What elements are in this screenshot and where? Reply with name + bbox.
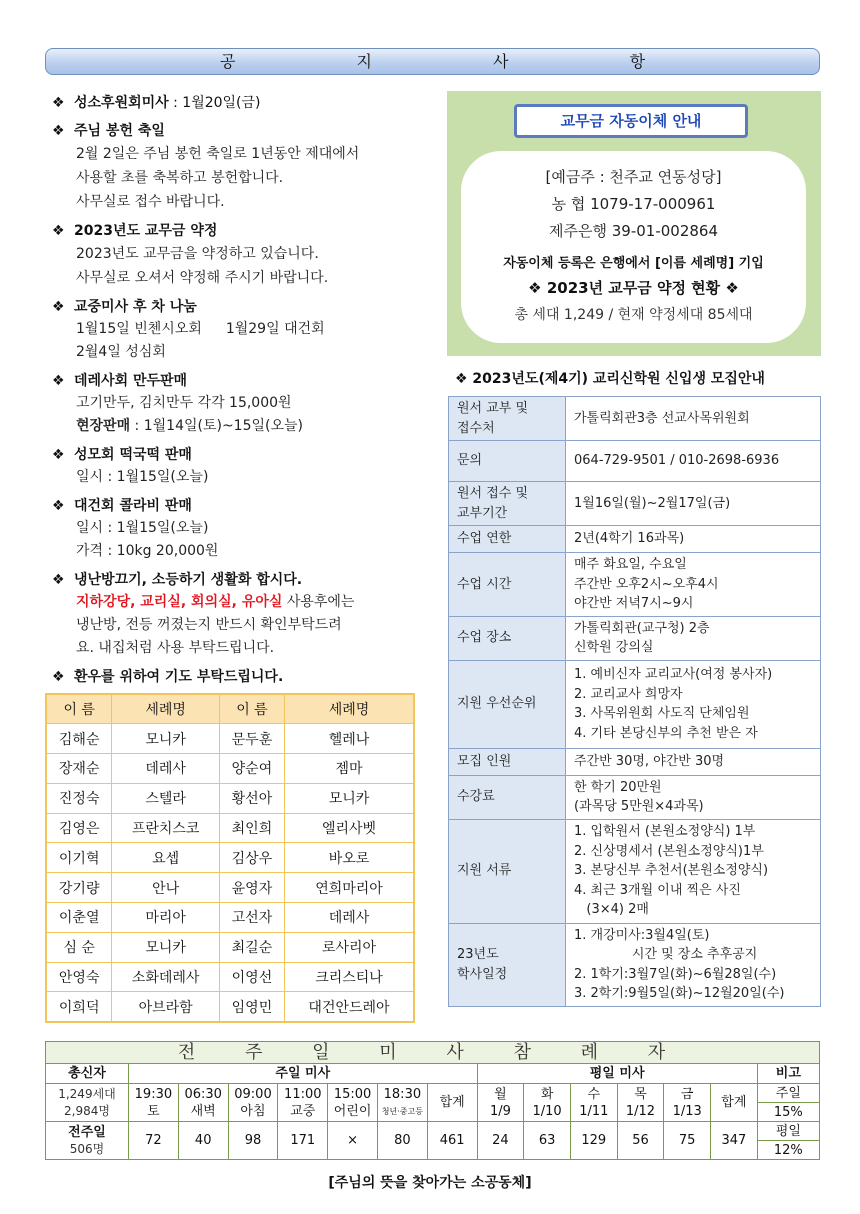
- bullet-icon: ❖: [52, 498, 65, 514]
- notice-line: 사무실로 접수 바랍니다.: [76, 194, 225, 210]
- baptismal-name: 데레사: [112, 754, 219, 784]
- bank-account: 농 협 1079-17-000961: [551, 195, 716, 213]
- person-name: 강기량: [46, 873, 112, 903]
- notice-line: 2월4일 성심회: [76, 344, 166, 360]
- sunday-total: 461: [427, 1122, 477, 1160]
- notice-title: 대건회 콜라비 판매: [74, 498, 192, 514]
- baptismal-name: 모니카: [112, 724, 219, 754]
- bullet-icon: ❖: [52, 572, 65, 588]
- member-count: [46, 1084, 129, 1122]
- notice-item: [52, 569, 427, 660]
- baptismal-name: 모니카: [112, 932, 219, 962]
- table-row: [449, 660, 821, 748]
- baptismal-name: 젬마: [285, 754, 414, 784]
- person-name: 이영선: [219, 962, 284, 992]
- notice-inline: : 1월20일(금): [168, 95, 261, 111]
- notice-title: 주님 봉헌 축일: [74, 123, 165, 139]
- person-name: 장재순: [46, 754, 112, 784]
- note-sunday-pct: 15%: [757, 1103, 819, 1122]
- field-value: 1. 입학원서 (본원소정양식) 1부 2. 신상명세서 (본원소정양식)1부 3. 본당신부 추천서(본원소정양식) 4. 최근 3개월 이내 찍은 사진 (3×4) 2매: [566, 819, 821, 923]
- field-value: 가톨릭회관(교구청) 2층 신학원 강의실: [566, 616, 821, 660]
- notice-title: 교중미사 후 차 나눔: [74, 299, 197, 315]
- table-row: [46, 962, 414, 992]
- table-row: [449, 526, 821, 553]
- baptismal-name: 로사리아: [285, 932, 414, 962]
- notice-item: [52, 495, 427, 563]
- weekday-slot: 화 1/10: [524, 1084, 571, 1122]
- register-instruction: 자동이체 등록은 은행에서 [이름 세례명] 기입: [503, 256, 764, 271]
- field-label: 원서 교부 및 접수처: [449, 397, 566, 441]
- baptismal-name: 안나: [112, 873, 219, 903]
- notice-line: 일시 : 1월15일(오늘): [76, 469, 209, 485]
- field-label: 지원 우선순위: [449, 660, 566, 748]
- weekday-value: 56: [617, 1122, 664, 1160]
- notice-line: 요. 내집처럼 사용 부탁드립니다.: [76, 640, 275, 656]
- column-header: 이 름: [46, 694, 112, 724]
- table-header-row: [46, 694, 414, 724]
- table-row: [46, 932, 414, 962]
- field-value: 1. 예비신자 교리교사(여정 봉사자) 2. 교리교사 희망자 3. 사목위원회 사도직 단체임원 4. 기타 본당신부의 추천 받은 자: [566, 660, 821, 748]
- baptismal-name: 요셉: [112, 843, 219, 873]
- mass-slot: 06:30 새벽: [178, 1084, 228, 1122]
- bullet-icon: ❖: [52, 95, 65, 111]
- field-label: 문의: [449, 441, 566, 482]
- person-name: 김해순: [46, 724, 112, 754]
- baptismal-name: 연희마리아: [285, 873, 414, 903]
- bullet-icon: ❖: [52, 299, 65, 315]
- baptismal-name: 데레사: [285, 903, 414, 933]
- table-row: [46, 992, 414, 1022]
- person-name: 양순여: [219, 754, 284, 784]
- transfer-box: [447, 91, 821, 356]
- bullet-icon: ❖: [52, 123, 65, 139]
- field-value: 2년(4학기 16과목): [566, 526, 821, 553]
- person-name: 최인희: [219, 813, 284, 843]
- table-row: [449, 441, 821, 482]
- weekday-slot: 월 1/9: [477, 1084, 524, 1122]
- notice-line: 일시 : 1월15일(오늘): [76, 520, 209, 536]
- baptismal-name: 엘리사벳: [285, 813, 414, 843]
- note-sunday: 주일: [757, 1084, 819, 1103]
- weekday-value: 75: [664, 1122, 711, 1160]
- notice-item: [52, 370, 427, 438]
- sunday-value: 40: [178, 1122, 228, 1160]
- weekday-mass-label: 평일 미사: [477, 1064, 757, 1084]
- table-row: [449, 748, 821, 775]
- table-row: [449, 397, 821, 441]
- total-label: 총신자: [46, 1064, 129, 1084]
- persons: 2,984명: [64, 1103, 110, 1118]
- note-weekday: 평일: [757, 1122, 819, 1141]
- notice-title: 데레사회 만두판매: [74, 373, 188, 389]
- table-row: [46, 754, 414, 784]
- weekday-value: 63: [524, 1122, 571, 1160]
- field-label: 모집 인원: [449, 748, 566, 775]
- pledge-title: ❖ 2023년 교무금 약정 현황 ❖: [528, 279, 739, 297]
- attendance-header-row: [46, 1064, 820, 1084]
- field-label: 수업 연한: [449, 526, 566, 553]
- notice-line: 냉난방, 전등 꺼졌는지 반드시 확인부탁드려: [76, 617, 342, 633]
- account-panel: [461, 151, 806, 343]
- mass-slot: 09:00 아침: [228, 1084, 278, 1122]
- table-row: [449, 553, 821, 617]
- bullet-icon: ❖: [52, 669, 65, 685]
- sunday-value: 72: [129, 1122, 179, 1160]
- person-name: 이기혁: [46, 843, 112, 873]
- mass-slot: 18:30 청년·중고등: [377, 1084, 427, 1122]
- notice-line: 2023년도 교무금을 약정하고 있습니다.: [76, 246, 319, 262]
- person-name: 최길순: [219, 932, 284, 962]
- notices-list: [52, 92, 427, 694]
- notice-line: 사용할 초를 축복하고 봉헌합니다.: [76, 170, 284, 186]
- attendance-subheader-row: [46, 1084, 820, 1103]
- note-label: 비고: [757, 1064, 819, 1084]
- notice-line: 사무실로 오셔서 약정해 주시기 바랍니다.: [76, 270, 329, 286]
- previous-week: 전주일 506명: [46, 1122, 129, 1160]
- weekday-total: 347: [711, 1122, 758, 1160]
- attendance-title-row: [46, 1042, 820, 1064]
- baptismal-name: 마리아: [112, 903, 219, 933]
- households: 1,249세대: [58, 1086, 116, 1101]
- notice-title: 2023년도 교무금 약정: [74, 223, 218, 239]
- room-list: 지하강당, 교리실, 회의실, 유아실: [76, 594, 283, 610]
- table-row: [449, 923, 821, 1006]
- footer-motto: [주님의 뜻을 찾아가는 소공동체]: [328, 1175, 532, 1191]
- table-row: [449, 775, 821, 819]
- attendance-table: [45, 1041, 820, 1160]
- person-name: 윤영자: [219, 873, 284, 903]
- sunday-value: 171: [278, 1122, 328, 1160]
- notice-line: 가격 : 10kg 20,000원: [76, 543, 219, 559]
- field-value: 1월16일(월)~2월17일(금): [566, 482, 821, 526]
- table-row: [449, 819, 821, 923]
- notice-header: 공 지 사 항: [45, 48, 820, 75]
- baptismal-name: 바오로: [285, 843, 414, 873]
- notice-item: [52, 444, 427, 489]
- transfer-title: 교무금 자동이체 안내: [514, 104, 748, 138]
- notice-line: 2월 2일은 주님 봉헌 축일로 1년동안 제대에서: [76, 146, 360, 162]
- baptismal-name: 스텔라: [112, 783, 219, 813]
- baptismal-name: 모니카: [285, 783, 414, 813]
- notice-item: [52, 220, 427, 290]
- field-value: 주간반 30명, 야간반 30명: [566, 748, 821, 775]
- table-row: [46, 724, 414, 754]
- field-label: 23년도 학사일정: [449, 923, 566, 1006]
- notice-item: [52, 92, 427, 114]
- notice-line: 고기만두, 김치만두 각각 15,000원: [76, 395, 292, 411]
- person-name: 안영숙: [46, 962, 112, 992]
- school-heading: ❖ 2023년도(제4기) 교리신학원 신입생 모집안내: [455, 371, 765, 387]
- weekday-value: 24: [477, 1122, 524, 1160]
- notice-line: 1월15일 빈첸시오회 1월29일 대건회: [76, 321, 325, 337]
- table-row: [46, 843, 414, 873]
- table-row: [46, 873, 414, 903]
- column-header: 이 름: [219, 694, 284, 724]
- attendance-values-row: [46, 1122, 820, 1141]
- baptismal-name: 소화데레사: [112, 962, 219, 992]
- field-value: 한 학기 20만원 (과목당 5만원×4과목): [566, 775, 821, 819]
- bullet-icon: ❖: [52, 223, 65, 239]
- depositor: [예금주 : 천주교 연동성당]: [545, 168, 722, 186]
- baptismal-name: 대건안드레아: [285, 992, 414, 1022]
- baptismal-name: 헬레나: [285, 724, 414, 754]
- prayer-table: [45, 693, 415, 1023]
- table-row: [46, 903, 414, 933]
- mass-slot: 11:00 교중: [278, 1084, 328, 1122]
- field-label: 수업 시간: [449, 553, 566, 617]
- mass-slot: 19:30 토: [129, 1084, 179, 1122]
- person-name: 진정숙: [46, 783, 112, 813]
- notice-title: 환우를 위하여 기도 부탁드립니다.: [74, 669, 284, 685]
- field-value: 매주 화요일, 수요일 주간반 오후2시~오후4시 야간반 저녁7시~9시: [566, 553, 821, 617]
- notice-item: [52, 296, 427, 364]
- sunday-value: 80: [377, 1122, 427, 1160]
- weekday-sum-label: 합계: [711, 1084, 758, 1122]
- table-row: [449, 482, 821, 526]
- bullet-icon: ❖: [52, 373, 65, 389]
- person-name: 임영민: [219, 992, 284, 1022]
- bullet-icon: ❖: [52, 447, 65, 463]
- weekday-slot: 금 1/13: [664, 1084, 711, 1122]
- person-name: 황선아: [219, 783, 284, 813]
- field-value: 064-729-9501 / 010-2698-6936: [566, 441, 821, 482]
- person-name: 이희덕: [46, 992, 112, 1022]
- weekday-value: 129: [570, 1122, 617, 1160]
- note-weekday-pct: 12%: [757, 1141, 819, 1160]
- notice-title: 냉난방끄기, 소등하기 생활화 합시다.: [74, 572, 303, 588]
- sunday-value: ×: [328, 1122, 378, 1160]
- school-table: [448, 396, 821, 1007]
- table-row: [46, 813, 414, 843]
- notice-line: 지하강당, 교리실, 회의실, 유아실 사용후에는: [76, 594, 355, 610]
- field-label: 원서 접수 및 교부기간: [449, 482, 566, 526]
- mass-slot: 15:00 어린이: [328, 1084, 378, 1122]
- field-label: 수강료: [449, 775, 566, 819]
- weekday-slot: 목 1/12: [617, 1084, 664, 1122]
- pledge-status: 총 세대 1,249 / 현재 약정세대 85세대: [514, 307, 753, 323]
- sunday-mass-label: 주일 미사: [129, 1064, 478, 1084]
- table-row: [449, 616, 821, 660]
- field-label: 지원 서류: [449, 819, 566, 923]
- notice-title: 성모회 떡국떡 판매: [74, 447, 192, 463]
- notice-item: [52, 666, 427, 688]
- baptismal-name: 크리스티나: [285, 962, 414, 992]
- baptismal-name: 프란치스코: [112, 813, 219, 843]
- column-header: 세례명: [112, 694, 219, 724]
- notice-title: 성소후원회미사: [74, 95, 169, 111]
- table-row: [46, 783, 414, 813]
- notice-line: 현장판매 : 1월14일(토)~15일(오늘): [76, 418, 303, 434]
- person-name: 김영은: [46, 813, 112, 843]
- bank-account: 제주은행 39-01-002864: [549, 222, 718, 240]
- field-label: 수업 장소: [449, 616, 566, 660]
- column-header: 세례명: [285, 694, 414, 724]
- person-name: 고선자: [219, 903, 284, 933]
- person-name: 심 순: [46, 932, 112, 962]
- person-name: 문두훈: [219, 724, 284, 754]
- baptismal-name: 아브라함: [112, 992, 219, 1022]
- sunday-sum-label: 합계: [427, 1084, 477, 1122]
- notice-item: [52, 120, 427, 214]
- attendance-title: 전 주 일 미 사 참 례 자: [46, 1042, 820, 1064]
- person-name: 이춘열: [46, 903, 112, 933]
- field-value: 가톨릭회관3층 선교사목위원회: [566, 397, 821, 441]
- field-value: 1. 개강미사:3월4일(토) 시간 및 장소 추후공지 2. 1학기:3월7일(화)~6월28일(수) 3. 2학기:9월5일(화)~12월20일(수): [566, 923, 821, 1006]
- sunday-value: 98: [228, 1122, 278, 1160]
- weekday-slot: 수 1/11: [570, 1084, 617, 1122]
- person-name: 김상우: [219, 843, 284, 873]
